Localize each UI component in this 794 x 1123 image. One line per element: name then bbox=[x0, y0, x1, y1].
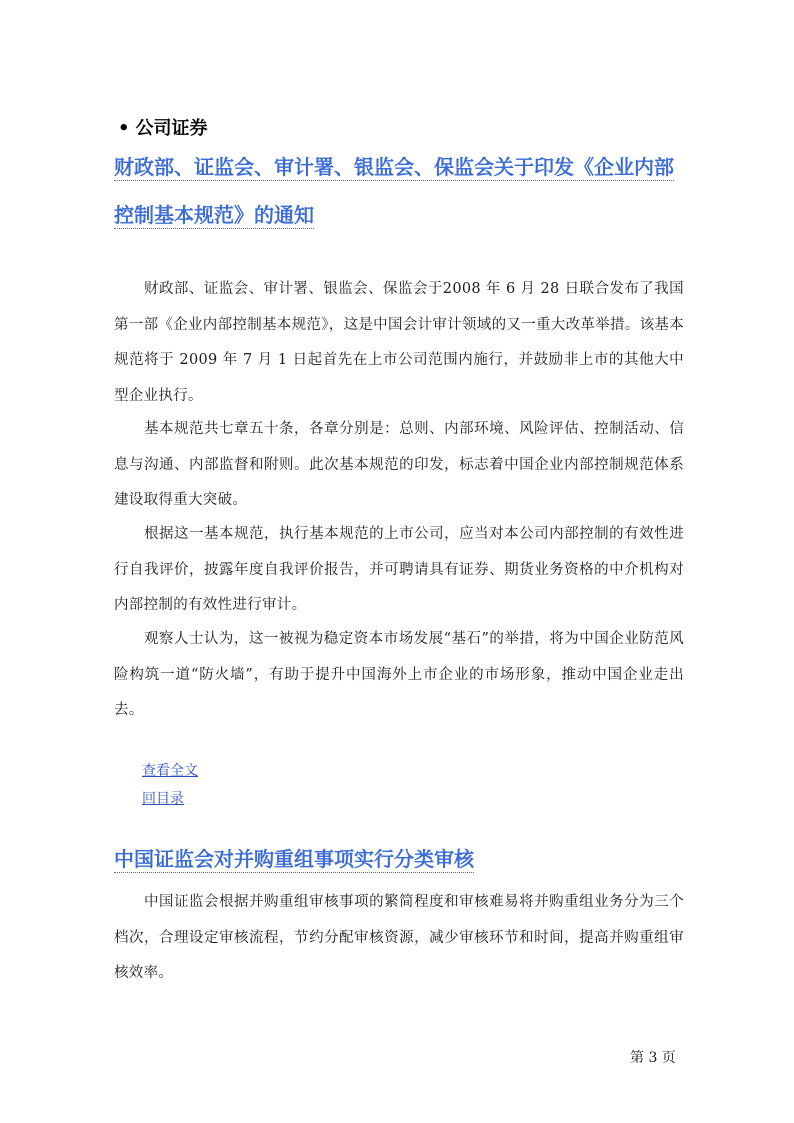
article-paragraph: 观察人士认为，这一被视为稳定资本市场发展“基石”的举措，将为中国企业防范风险构筑一道“防火墙”，有助于提升中国海外上市企业的市场形象，推动中国企业走出去。 bbox=[114, 631, 684, 718]
article-title-link[interactable] bbox=[114, 835, 686, 883]
page-number: 第 3 页 bbox=[630, 1050, 676, 1066]
article-paragraph: 财政部、证监会、审计署、银监会、保监会于2008 年 6 月 28 日联合发布了我国第一部《企业内部控制基本规范》，这是中国会计审计领域的又一重大改革举措。该基本规范将于 2009 年 7 月 1 日起首先在上市公司范围内施行，并鼓励非上市的其他大中型企业执行。 bbox=[114, 281, 684, 404]
bullet-icon: • bbox=[118, 118, 130, 139]
article-paragraph: 中国证监会根据并购重组审核事项的繁简程度和审核难易将并购重组业务分为三个档次，合理设定审核流程，节约分配审核资源，减少审核环节和时间，提高并购重组审核效率。 bbox=[114, 894, 684, 981]
section-heading-text: 公司证券 bbox=[135, 118, 208, 139]
article-title-text[interactable]: 财政部、证监会、审计署、银监会、保监会关于印发《企业内部控制基本规范》的通知 bbox=[114, 155, 674, 227]
article-title-link[interactable] bbox=[114, 143, 686, 239]
view-full-text-link[interactable]: 查看全文 bbox=[142, 763, 198, 779]
section-heading bbox=[118, 114, 208, 140]
article-paragraph: 根据这一基本规范，执行基本规范的上市公司，应当对本公司内部控制的有效性进行自我评价，披露年度自我评价报告，并可聘请具有证券、期货业务资格的中介机构对内部控制的有效性进行审计。 bbox=[114, 526, 684, 613]
article-title-text[interactable]: 中国证监会对并购重组事项实行分类审核 bbox=[114, 847, 474, 871]
article-paragraph: 基本规范共七章五十条，各章分别是：总则、内部环境、风险评估、控制活动、信息与沟通、内部监督和附则。此次基本规范的印发，标志着中国企业内部控制规范体系建设取得重大突破。 bbox=[114, 421, 684, 508]
back-to-toc-link[interactable]: 回目录 bbox=[142, 791, 184, 807]
